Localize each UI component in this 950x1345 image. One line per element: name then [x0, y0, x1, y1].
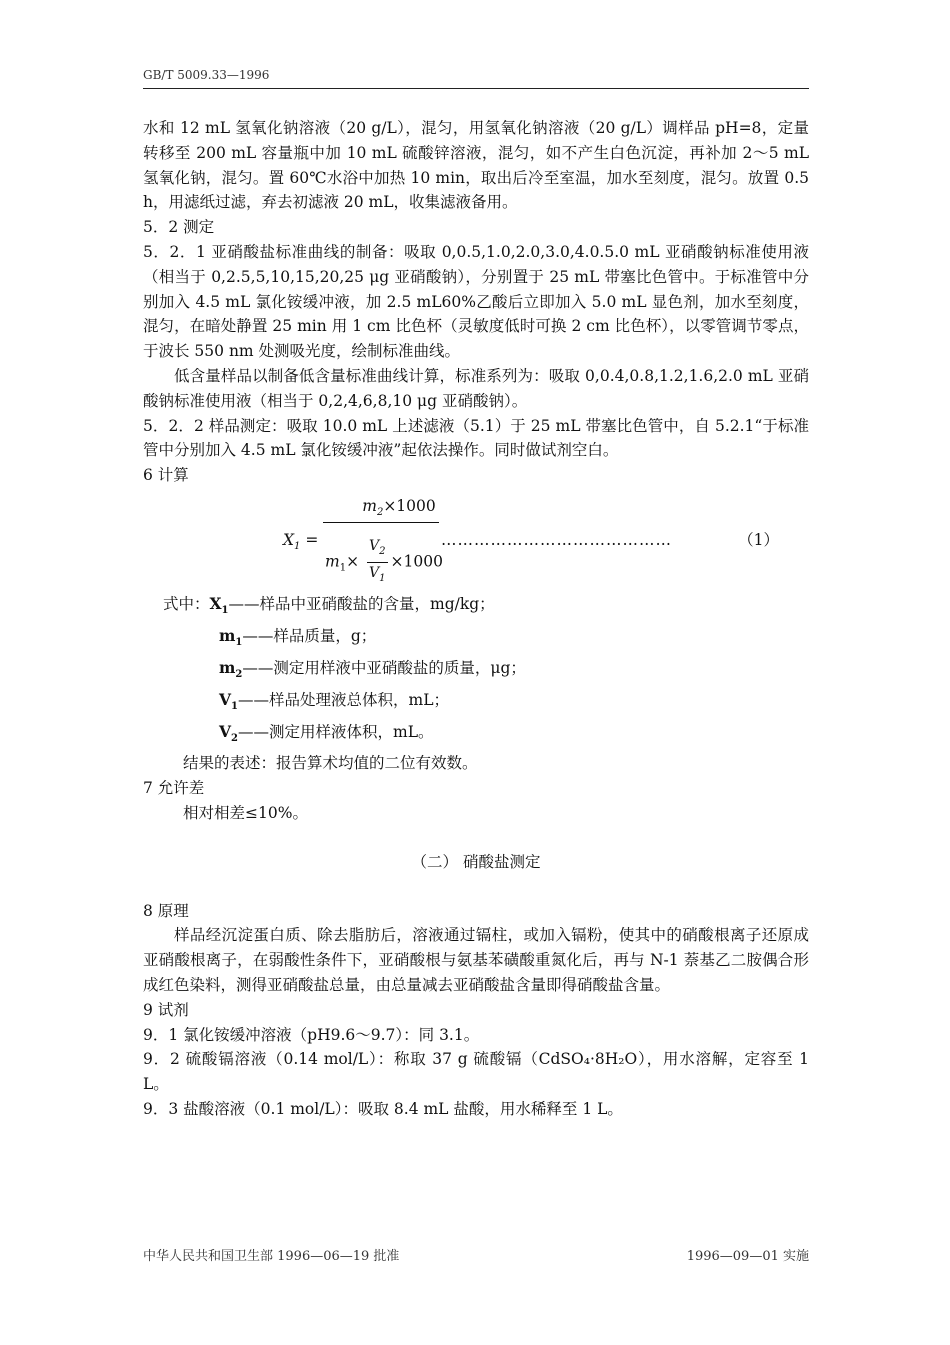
standard-number: GB/T 5009.33—1996: [143, 68, 270, 82]
section-9-3: 9．3 盐酸溶液（0.1 mol/L）：吸取 8.4 mL 盐酸，用水稀释至 1 L。: [143, 1099, 623, 1118]
definition-row: 式中：$X_1——$样品中亚硝酸盐的含量，mg/kg；: [163, 593, 495, 617]
formula-fraction-bar: [323, 522, 439, 523]
definition-row: $m_1——$样品质量，g；: [219, 625, 377, 648]
formula-volume-ratio: $\frac{V_2}{V_1}$: [369, 537, 386, 584]
section-7-heading: 7 允许差: [143, 779, 205, 798]
section-7-text: 相对相差≤10%。: [183, 804, 308, 822]
definition-row: $V_2——$测定用样液体积，mL。: [219, 721, 434, 744]
section-9-1: 9．1 氯化铵缓冲溶液（pH9.6～9.7）：同 3.1。: [143, 1025, 480, 1044]
section-5-2-heading: 5．2 测定: [143, 218, 215, 237]
formula-number: （1）: [738, 530, 779, 549]
section-6-heading: 6 计算: [143, 466, 189, 485]
approval-date: 中华人民共和国卫生部 1996—06—19 批准: [143, 1249, 400, 1264]
section-5-2-1-low: 低含量样品以制备低含量标准曲线计算，标准系列为：吸取 0,0.4,0.8,1.2,1.6,2.0 mL 亚硝酸钠标准使用液（相当于 0,2,4,6,8,10 μg 亚硝酸钠）。: [143, 366, 809, 410]
section-9-heading: 9 试剂: [143, 1000, 189, 1019]
header-divider: [143, 88, 809, 89]
part-2-title: （二） 硝酸盐测定: [411, 852, 541, 871]
formula-lhs: $X_1$ =: [283, 530, 319, 553]
result-statement: 结果的表述：报告算术均值的二位有效数。: [183, 754, 478, 773]
section-8-heading: 8 原理: [143, 901, 189, 920]
symbol-definitions: [143, 592, 809, 751]
definition-row: $m_2——$测定用样液中亚硝酸盐的质量，μg；: [219, 657, 526, 680]
formula-denominator: $m_1\times$ $\frac{V_2}{V_1}$ ×1000: [325, 536, 443, 589]
section-9-2: 9．2 硫酸镉溶液（0.14 mol/L）：称取 37 g 硫酸镉（CdSO₄·8H₂O），用水溶解，定容至 1 L。: [143, 1050, 809, 1094]
formula-1: [143, 492, 809, 588]
formula-numerator: $m_2\times 1000$: [362, 496, 436, 519]
formula-leader-dots: ……………………………………: [441, 530, 672, 549]
implementation-date: 1996—09—01 实施: [686, 1249, 809, 1264]
section-5-2-2: 5．2．2 样品测定：吸取 10.0 mL 上述滤液（5.1）于 25 mL 带塞比色管中，自 5.2.1“于标准管中分别加入 4.5 mL 氯化铵缓冲液”起依法操作。同时做试剂空白。: [143, 416, 809, 460]
definition-row: $V_1——$样品处理液总体积，mL；: [219, 689, 449, 712]
section-5-paragraph: 水和 12 mL 氢氧化钠溶液（20 g/L），混匀，用氢氧化钠溶液（20 g/L）调样品 pH=8，定量转移至 200 mL 容量瓶中加 10 mL 硫酸锌溶液，混匀，如不产生白色沉淀，再补加 2～5 mL 氢氧化钠，混匀。置 60℃水浴中加热 10 min，取出后冷至室温，加水至刻度，混匀。放置 0.5 h，用滤纸过滤，弃去初滤液 20 mL，收集滤液备用。: [143, 119, 809, 212]
document-body: [143, 116, 809, 1122]
section-5-2-1: 5．2．1 亚硝酸盐标准曲线的制备：吸取 0,0.5,1.0,2.0,3.0,4.0.5.0 mL 亚硝酸钠标准使用液（相当于 0,2.5,5,10,15,20,25 μg 亚硝酸钠），分别置于 25 mL 带塞比色管中。于标准管中分别加入 4.5 mL 氯化铵缓冲液，加 2.5 mL60%乙酸后立即加入 5.0 mL 显色剂，加水至刻度，混匀，在暗处静置 25 min 用 1 cm 比色杯（灵敏度低时可换 2 cm 比色杯），以零管调节零点，于波长 550 nm 处测吸光度，绘制标准曲线。: [143, 242, 809, 361]
section-8-text: 样品经沉淀蛋白质、除去脂肪后，溶液通过镉柱，或加入镉粉，使其中的硝酸根离子还原成亚硝酸根离子，在弱酸性条件下，亚硝酸根与氨基苯磺酸重氮化后，再与 N-1 萘基乙二胺偶合形成红色染料，测得亚硝酸盐总量，由总量减去亚硝酸盐含量即得硝酸盐含量。: [143, 926, 809, 994]
